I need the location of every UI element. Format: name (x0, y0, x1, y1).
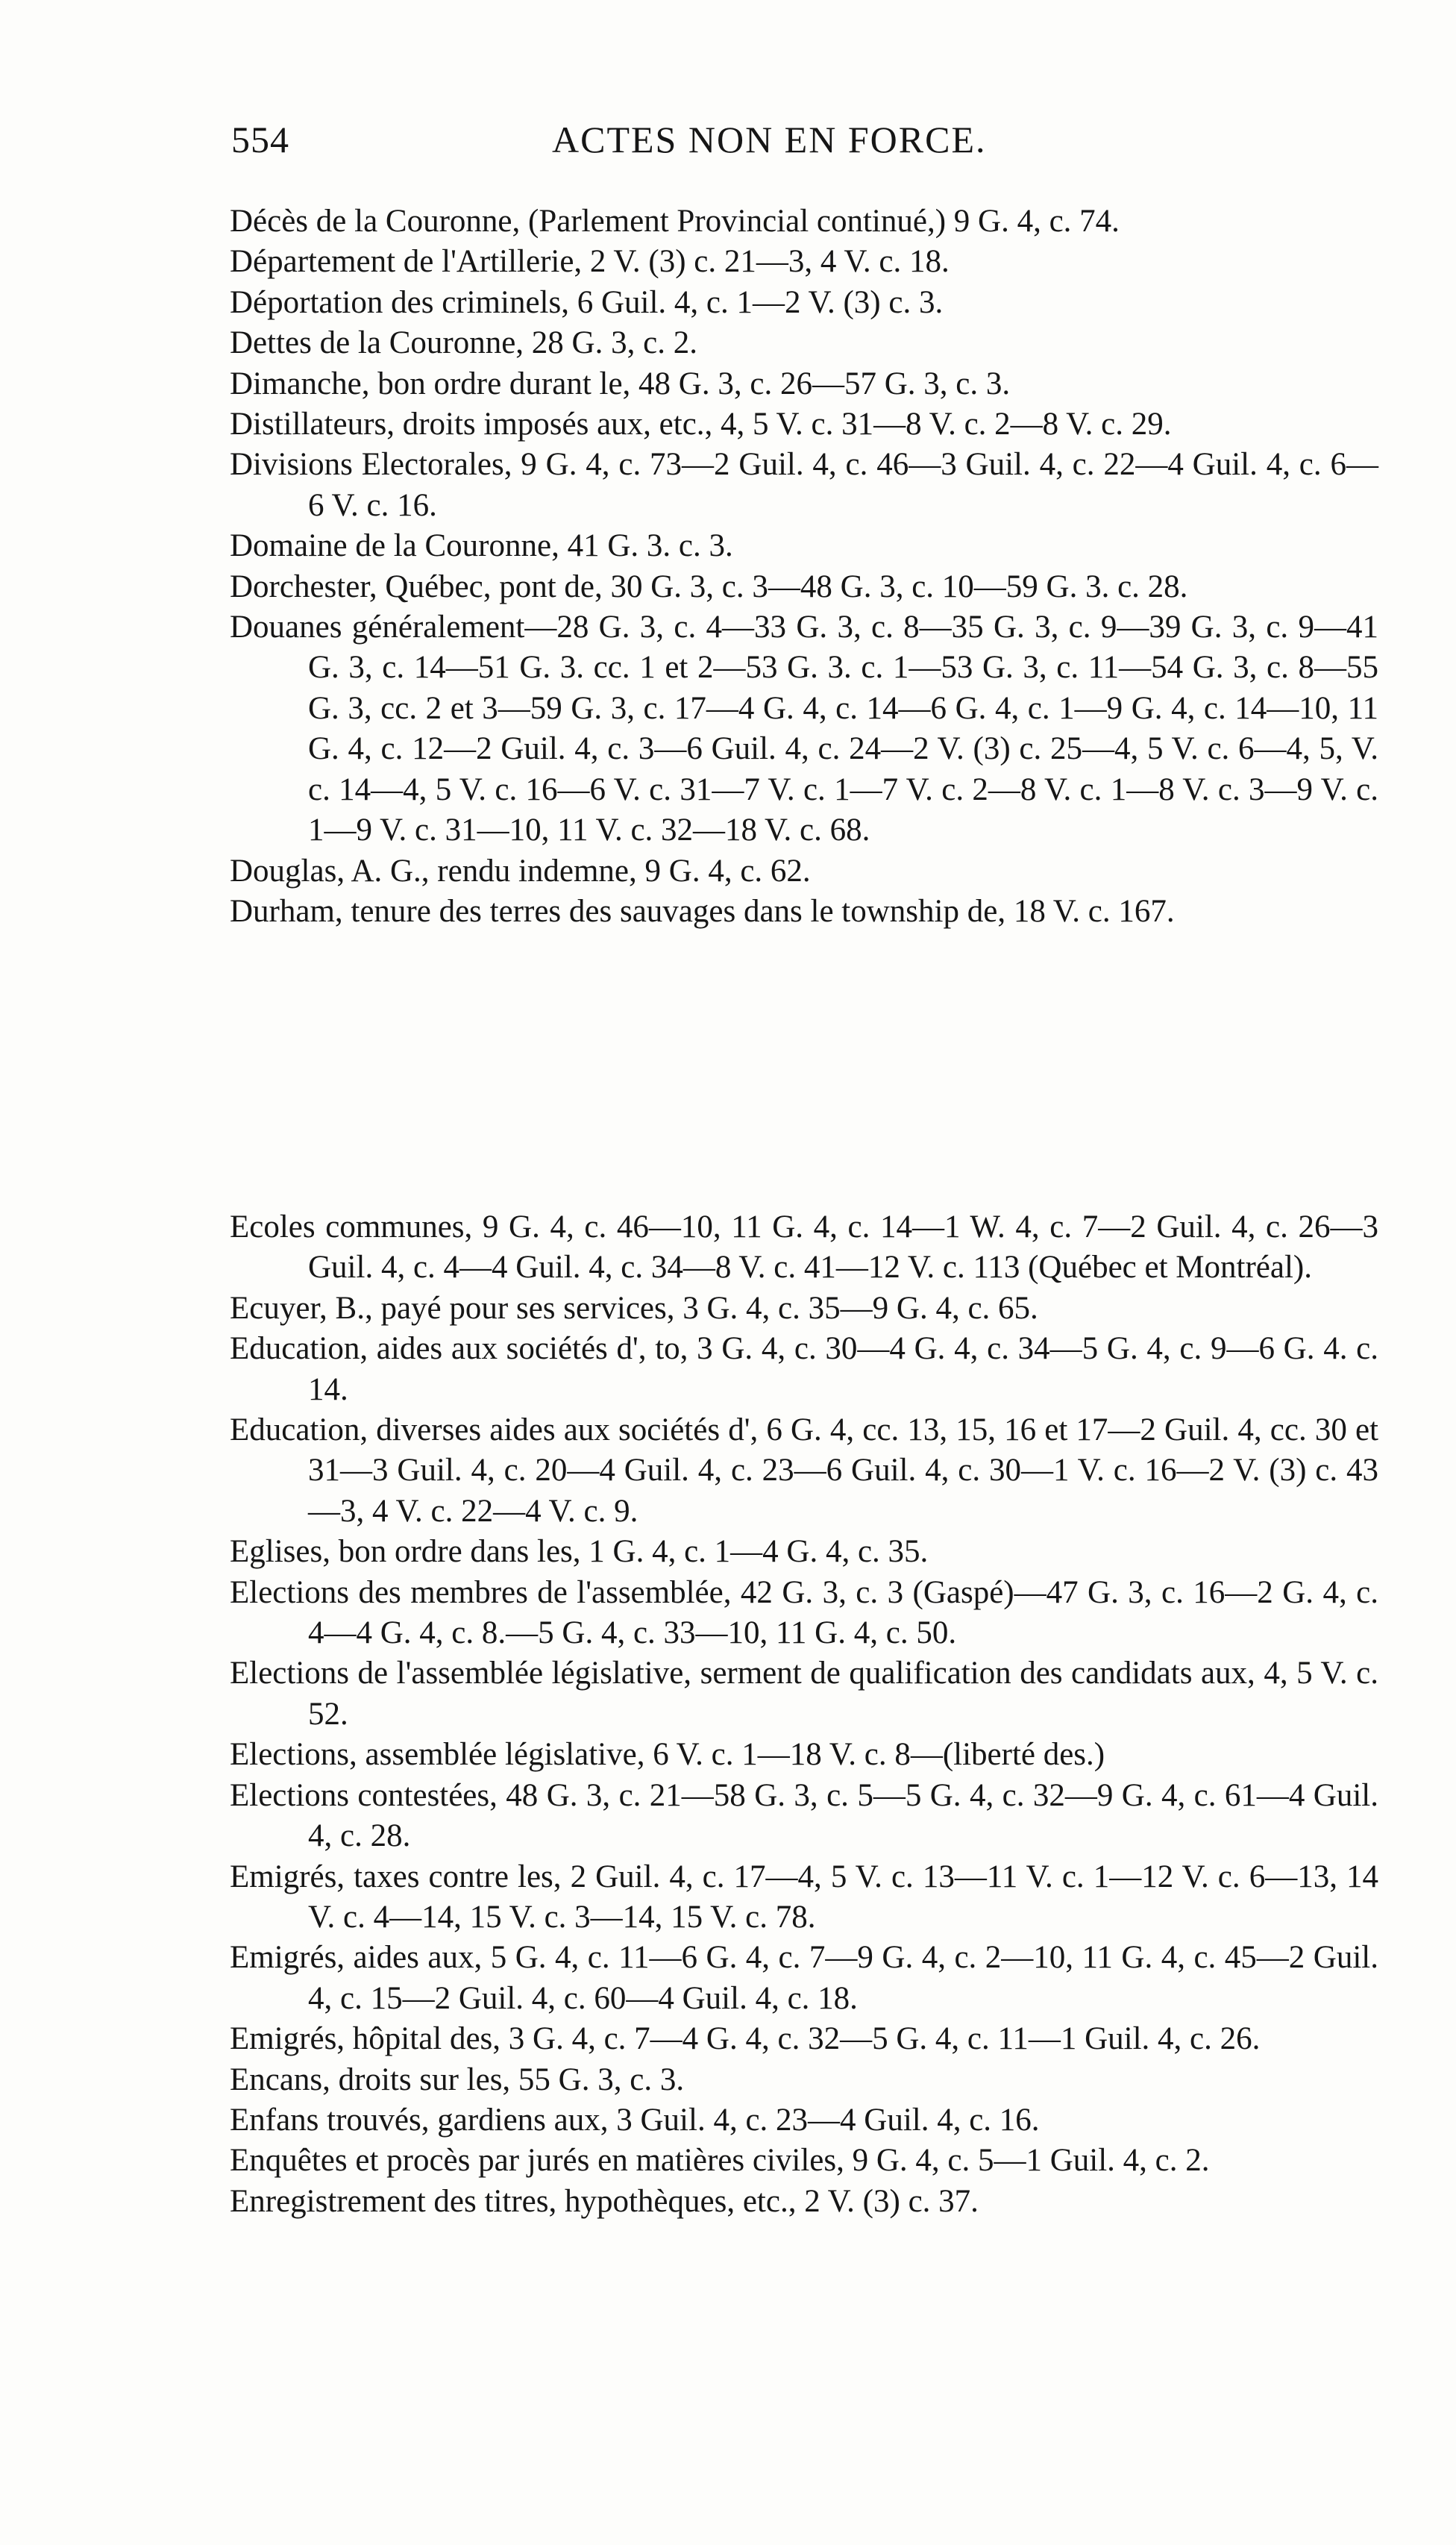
index-entry: Dimanche, bon ordre durant le, 48 G. 3, c. 26—57 G. 3, c. 3. (230, 366, 1011, 401)
index-entry: Encans, droits sur les, 55 G. 3, c. 3. (230, 2062, 685, 2097)
index-entry: Emigrés, hôpital des, 3 G. 4, c. 7—4 G. 4, c. 32—5 G. 4, c. 11—1 Guil. 4, c. 26. (230, 2021, 1261, 2057)
index-entry: Distillateurs, droits imposés aux, etc., 4, 5 V. c. 31—8 V. c. 2—8 V. c. 29. (230, 407, 1172, 442)
index-entry: Eglises, bon ordre dans les, 1 G. 4, c. 1—4 G. 4, c. 35. (230, 1534, 929, 1570)
index-entry: Département de l'Artillerie, 2 V. (3) c. 21—3, 4 V. c. 18. (230, 244, 950, 280)
index-entry: Dettes de la Couronne, 28 G. 3, c. 2. (230, 325, 697, 361)
page-header (224, 118, 1417, 170)
index-entry: Décès de la Couronne, (Parlement Provincial continué,) 9 G. 4, c. 74. (230, 204, 1120, 239)
index-entry: Divisions Electorales, 9 G. 4, c. 73—2 Guil. 4, c. 46—3 Guil. 4, c. 22—4 Guil. 4, c. 6—6 V. c. 16. (230, 447, 1378, 523)
index-entry: Emigrés, taxes contre les, 2 Guil. 4, c. 17—4, 5 V. c. 13—11 V. c. 1—12 V. c. 6—13, 14 V. c. 4—14, 15 V. c. 3—14, 15 V. c. 78. (230, 1859, 1378, 1935)
index-entry: Ecuyer, B., payé pour ses services, 3 G. 4, c. 35—9 G. 4, c. 65. (230, 1290, 1038, 1326)
index-entry: Domaine de la Couronne, 41 G. 3. c. 3. (230, 528, 733, 564)
index-entry: Déportation des criminels, 6 Guil. 4, c. 1—2 V. (3) c. 3. (230, 284, 944, 320)
index-section-e (230, 1207, 1378, 2222)
index-section-d (230, 201, 1378, 932)
index-entry: Douglas, A. G., rendu indemne, 9 G. 4, c. 62. (230, 853, 811, 889)
page-number: 554 (231, 119, 289, 160)
index-entry: Douanes généralement—28 G. 3, c. 4—33 G. 3, c. 8—35 G. 3, c. 9—39 G. 3, c. 9—41 G. 3, c. 14—51 G. 3. cc. 1 et 2—53 G. 3. c. 1—53 G. 3, c. 11—54 G. 3, c. 8—55 G. 3, cc. 2 et 3—59 G. 3, c. 17—4 G. 4, c. 14—6 G. 4, c. 1—9 G. 4, c. 14—10, 11 G. 4, c. 12—2 Guil. 4, c. 3—6 Guil. 4, c. 24—2 V. (3) c. 25—4, 5 V. c. 6—4, 5, V. c. 14—4, 5 V. c. 16—6 V. c. 31—7 V. c. 1—7 V. c. 2—8 V. c. 1—8 V. c. 3—9 V. c. 1—9 V. c. 31—10, 11 V. c. 32—18 V. c. 68. (230, 610, 1378, 848)
index-entry: Education, diverses aides aux sociétés d', 6 G. 4, cc. 13, 15, 16 et 17—2 Guil. 4, cc. 30 et 31—3 Guil. 4, c. 20—4 Guil. 4, c. 23—6 Guil. 4, c. 30—1 V. c. 16—2 V. (3) c. 43—3, 4 V. c. 22—4 V. c. 9. (230, 1412, 1378, 1529)
index-entry: Elections contestées, 48 G. 3, c. 21—58 G. 3, c. 5—5 G. 4, c. 32—9 G. 4, c. 61—4 Guil. 4, c. 28. (230, 1777, 1378, 1854)
index-entry: Elections, assemblée législative, 6 V. c. 1—18 V. c. 8—(liberté des.) (230, 1737, 1105, 1773)
index-entry: Emigrés, aides aux, 5 G. 4, c. 11—6 G. 4, c. 7—9 G. 4, c. 2—10, 11 G. 4, c. 45—2 Guil. 4, c. 15—2 Guil. 4, c. 60—4 Guil. 4, c. 18. (230, 1940, 1378, 2016)
index-entry: Enfans trouvés, gardiens aux, 3 Guil. 4, c. 23—4 Guil. 4, c. 16. (230, 2102, 1040, 2138)
index-entry: Elections de l'assemblée législative, serment de qualification des candidats aux, 4, 5 V. c. 52. (230, 1656, 1378, 1732)
index-entry: Enregistrement des titres, hypothèques, etc., 2 V. (3) c. 37. (230, 2183, 979, 2219)
index-entry: Durham, tenure des terres des sauvages dans le township de, 18 V. c. 167. (230, 893, 1175, 929)
index-entry: Education, aides aux sociétés d', to, 3 G. 4, c. 30—4 G. 4, c. 34—5 G. 4, c. 9—6 G. 4. c. 14. (230, 1331, 1378, 1407)
running-title: ACTES NON EN FORCE. (552, 119, 987, 160)
index-entry: Enquêtes et procès par jurés en matières civiles, 9 G. 4, c. 5—1 Guil. 4, c. 2. (230, 2143, 1210, 2179)
index-entry: Ecoles communes, 9 G. 4, c. 46—10, 11 G. 4, c. 14—1 W. 4, c. 7—2 Guil. 4, c. 26—3 Guil. 4, c. 4—4 Guil. 4, c. 34—8 V. c. 41—12 V. c. 113 (Québec et Montréal). (230, 1209, 1378, 1286)
index-entry: Dorchester, Québec, pont de, 30 G. 3, c. 3—48 G. 3, c. 10—59 G. 3. c. 28. (230, 569, 1188, 604)
index-entry: Elections des membres de l'assemblée, 42 G. 3, c. 3 (Gaspé)—47 G. 3, c. 16—2 G. 4, c. 4—4 G. 4, c. 8.—5 G. 4, c. 33—10, 11 G. 4, c. 50. (230, 1574, 1378, 1651)
